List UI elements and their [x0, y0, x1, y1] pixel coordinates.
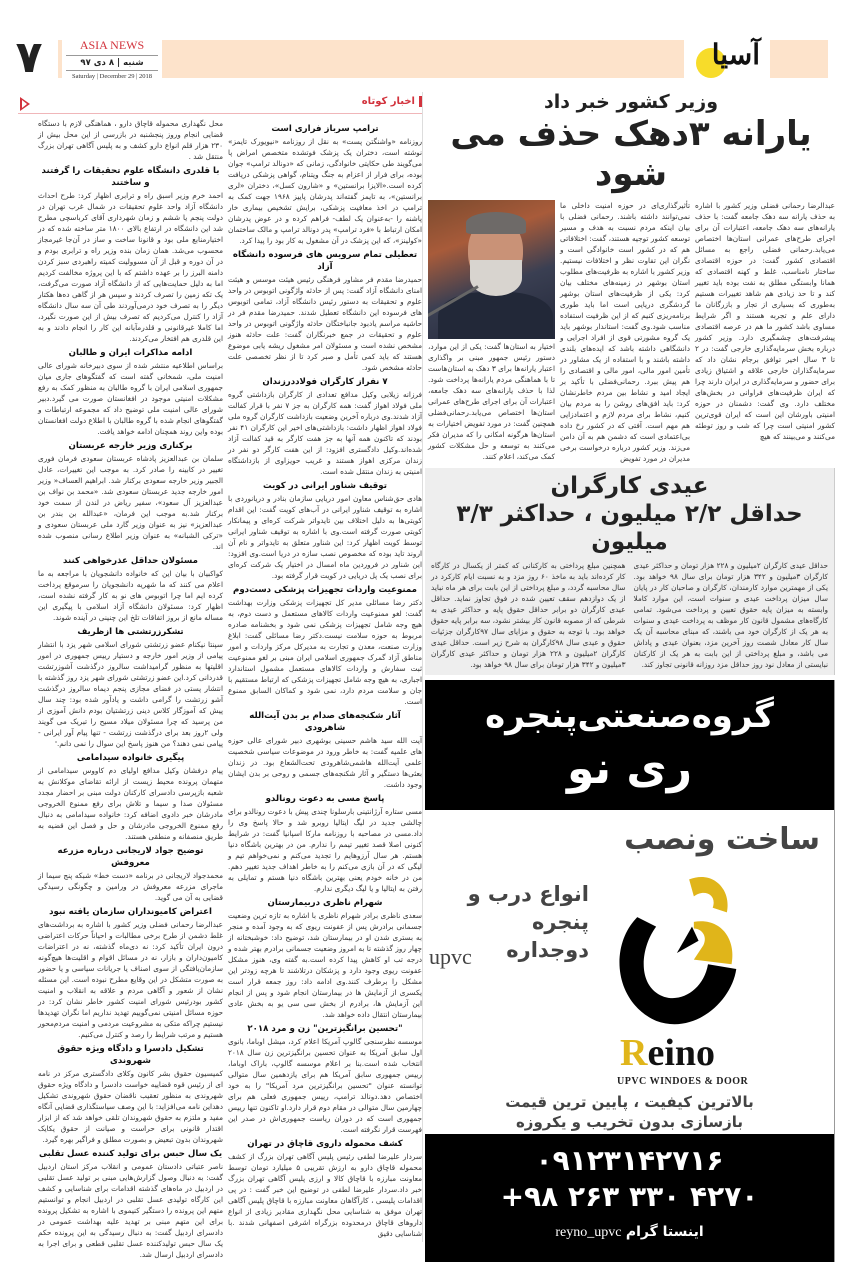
news-item-title: با قلدری دانشگاه علوم تحقیقات را گرفتند و ساختند [41, 166, 220, 188]
date-box [66, 38, 158, 80]
short-news-column-right [228, 120, 422, 1239]
logo-text: آسیا [711, 38, 760, 71]
main-story-column-middle: تأثیرگذاری‌ای در حوزه امنیت داخلی ما نمی‌توانند داشته باشند. رحمانی فضلی با بیان اینکه مردم نسبت به هدف و مسیر توسعه کشور توجیه هستند، گفت: اختلافاتی هم که در کشور است خانوادگی است و نگران این تفاوت نظر و اختلافات نیستیم. وزیر کشور با اشاره به ظرفیت‌های مطلوب استان بوشهر در زمینه‌های مختلف بیان کرد: یکی از ظرفیت‌های استان بوشهر گردشگری دریایی است اما باید طوری برنامه‌ریزی کنیم که از این ظرفیت استفاده مناسب شود.وی گفت: استاندار بوشهر باید یک گروه مشورتی قوی از افراد اجرایی و دانشگاهی داشته باشد که ایده‌های بلندی داشته باشند و با استفاده از یک مشاور در تأمین امور مالی، امور مالی و اقتصادی را هم پیش ببرد. رحمانی‌فضلی با تأکید بر ایجاد امید و نشاط بین مردم خاطرنشان کرد: باید افق‌های روشن را به مردم بیان کنیم، نشاط برای مردم لازم و اعتمادزایی هم مهم است. آفتی که در کشور رخ داده بی‌اعتمادی است که دشمن هم به آن دامن می‌زند. وزیر کشور درباره درخواست برخی مدیران در مورد تفویض [560, 201, 690, 463]
date-persian: شنبه | ۸ دی ۹۷ [66, 56, 158, 71]
news-item-text: فرزانه زیلابی وکیل مدافع تعدادی از کارگران بازداشتی گروه ملی فولاد اهواز گفت: همه کارگران به جز ۷ نفر با قرار کفالت آزاد شدند.وی درباره آخرین وضعیت بازداشت کارگران گروه ملی فولاد اهواز اظهار داشت: بازداشتی‌های اخیر این کارگران ۴۱ نفر بودند که تاکنون همه آنها به جز هفت کارگر به قید کفالت آزاد شده‌اند.وکیل دادگستری افزود: از این هفت کارگر دو نفر در زندان مرکزی اهواز هستند و غریب حویزاوی از بازداشتگاه امنیتی به زندان منتقل شده است. [228, 390, 423, 476]
short-news-label: اخبار کوتاه [362, 96, 422, 107]
minister-photo [428, 200, 555, 339]
news-item [38, 165, 223, 344]
news-item [38, 752, 223, 842]
news-item [38, 906, 223, 1040]
bonus-subtitle: حداقل ۲/۲ میلیون ، حداکثر ۳/۳ میلیون [456, 501, 803, 555]
bonus-story-box [425, 468, 835, 675]
ad-phone-landline: +۹۸ ۲۶۳ ۳۳۰ ۴۲۷۰ [500, 1180, 759, 1213]
news-item-title: کشف محموله داروی قاچاق در تهران [247, 1139, 403, 1149]
news-item-text: روزنامه «واشنگتن پست» به نقل از روزنامه «نیویورک تایمز» نوشته است، دختران یک پزشک فوتشده متخصص امراض پا می‌گویند طی حکایتی خانوادگی، زمانی که «دونالد ترامپ» جوان بوده، برای فرار از اعزام به جنگ ویتنام، گواهی پزشکی دریافت کرده است.«الایزا برانستین» و «شارون کسل»، دختران «لری برانستین»، به تایمز گفته‌اند پدرشان پاییز ۱۹۶۸ جهت کمک به ترامپ در اخذ معافیت پزشکی، برایش تشخیص بیماری خار پاشنه را -به‌عنوان یک لطف- فراهم کرده و در عوض پدرشان امکان ارتباط با «فرد ترامپ» پدر دونالد ترامپ و مالک ساختمان «کولینز»، که این پزشک در آن مشغول به کار بود را پیدا کرد. [228, 137, 422, 245]
news-item-text: سپنتا نیکنام عضو زرتشتی شورای اسلامی شهر یزد با انتشار پیامی از وزیر امور خارجه و دستیار رییس جمهوری در امور اقلیتها به منظور گرامیداشت سالروز درگذشت آشوزرتشت قدردانی کرد.این عضو زرتشتی شورای شهر یزد روز گذشته با انتشار پستی در فضای مجازی پنجم دیماه سالروز درگذشت آشو زرتشت را گرامی داشت و یادآور شده بود: چند سال پیش که آموزگار کلاس دینی زرتشتیان بودم دانش آموزی از من پرسید که چرا مسئولان میلاد مسیح را تبریک می گویند ولی ۲روز بعد برای درگذشت زرتشت - تنها پیام آور ایرانی - پیامی نمی دهند؟ من هنوز پاسخ این سوال را نمی دانم.' [38, 640, 223, 748]
news-item-title: تشکیل دادسرا و دادگاه ویژه حقوق شهروندی [57, 1044, 204, 1066]
news-item [228, 123, 422, 246]
instagram-handle: reyno_upvc [555, 1225, 622, 1240]
news-item-title: برکناری وزیر خارجه عربستان [68, 441, 193, 451]
short-news-header [18, 96, 422, 114]
ad-header [425, 680, 834, 810]
bonus-column-left: همچنین مبلغ پرداختی به کارکنانی که کمتر از یکسال در کارگاه کار کرده‌اند باید به ماخذ ۶۰ روز مزد و به نسبت ایام کارکرد در سال محاسبه گردد، و مبلغ پرداختی از این بابت برای هر ماه نباید از یک دوازدهم سقف تعیین شده در فوق تجاوز نماید. حداقل عیدی کارگران دو برابر حداقل حقوق پایه و حداکثر عیدی به شرطی که از مصوبه قانون کار بیشتر نشود، سه برابر پایه حقوق خواهد بود. با توجه به حقوق و مزایای سال ۹۷کارگران جزئیات حقوق و عیدی سال ۹۸کارگران به شرح زیر است. حداقل عیدی کارگران ۲میلیون و ۲۲۸ هزار تومان و حداکثر عیدی کارگران ۳میلیون و ۳۴۲ هزار تومان برای سال ۹۸ خواهد بود. [431, 561, 626, 669]
news-item-text: کواکبیان با بیان این که خانواده دانشجویان با مراجعه به ما اعلام می کنند که ما شهریه دانشجویان را سرموقع پرداخت کرده ایم اما چرا اتوبوس های نو به کار گرفته نشده است، اظهار کرد: مسئولان دانشگاه آزاد اسلامی با پیگیری این مساله مانع از بروز اتفاقات تلخ این چنینی در آینده شوند. [38, 569, 223, 622]
page-number-divider [58, 40, 62, 78]
news-item [38, 440, 223, 552]
ad-company-line: گروه‌صنعتی‌پنجره [485, 696, 774, 736]
column-divider [422, 92, 423, 1242]
news-item-text: محل نگهداری محموله قاچاق دارو ، هماهنگی لازم با دستگاه قضایی انجام وروز پنجشنبه در بازرسی از این محل بیش از ۲۳۰ هزار قلم انواع دارو کشف و به پلیس آگاهی تهران بزرگ منتقل شد . [38, 119, 223, 161]
ad-make-install: ساخت ونصب [624, 822, 820, 857]
news-item [38, 347, 223, 437]
news-item [228, 897, 422, 1020]
news-item-title: توضیح جواد لاریجانی درباره مزرعه معروفش [57, 846, 204, 868]
ad-phone-mobile: ۰۹۱۲۳۱۴۲۷۱۶ [535, 1144, 724, 1177]
news-item-text: سلمان بن عبدالعزیز پادشاه عربستان سعودی فرمان فوری تغییر در کابینه را صادر کرد. به موجب این تغییرات، عادل الجبیر وزیر خارجه سعودی برکنار شد. ابراهیم العساف« وزیر امور خارجه جدید عربستان سعودی شد. «محمد بن نواف بن عبدالعزیز آل سعود»، سفیر ریاض در لندن از سمت خود برکنار شد.به موجب این فرمان، «عبدالله بن بندر بن عبدالعزیز» نیز به عنوان وزیر گارد ملی عربستان سعودی و «ترکی الشبانه» به عنوان وزیر اطلاع رسانی منصوب شده اند. [38, 454, 223, 551]
news-item [38, 845, 223, 903]
news-item-text: مسی ستاره آرژانتینی بارسلونا چندی پیش با دعوت رونالدو برای چالشی جدید در لیگ ایتالیا روبرو شد و حالا پاسخ وی را داد.مسی در مصاحبه با روزنامه مارکا اسپانیا گفت: در شرایط کنونی اصلا قصد تغییر تیمم را ندارم. من در بهترین باشگاه دنیا هستم. هر سال آرزوهایم را تجدید می‌کنم و نمی‌خواهم تیم و لیگی که در آن بازی می‌کنم را به خاطر اهداف جدید تغییر دهم. من در خانه خودم یعنی بهترین باشگاه دنیا هستم و تمایلی به رفتن به ایتالیا و یا لیگ دیگری ندارم. [228, 807, 422, 893]
ad-slogan [425, 1092, 834, 1132]
news-item [38, 626, 223, 749]
news-item [228, 249, 422, 373]
news-item-title: "تحسین برانگیزترین" زن و مرد ۲۰۱۸ [247, 1024, 403, 1034]
news-item-title: اعتراض کامیونداران سازمان یافته نبود [49, 907, 212, 917]
news-item-title: ترامپ سرباز فراری است [271, 124, 379, 134]
instagram-label: اینستا گرام [625, 1224, 704, 1240]
news-item [38, 118, 223, 162]
news-item-title: توقیف شناور ایرانی در کویت [263, 481, 387, 491]
main-story-columns [425, 200, 837, 468]
news-item [228, 480, 422, 581]
news-item [38, 1148, 223, 1260]
main-story-column-left-wrap [428, 200, 555, 462]
news-item-title: پیگیری خانواده سیدامامی [76, 753, 185, 763]
news-item-text: عبدالرضا رحمانی فضلی وزیر کشور با اشاره به برداشت‌های غلط دشمن از طرح برخی مطالبات و احیاناً حرکات اعتراضی درون ایران تأکید کرد: نه دی‌ماه گذشته، نه در اعتراضات کامیون‌داران و بازار، نه در مسائل اقوام و اقلیت‌ها هیچ‌گونه سازمان‌یافتگی از سوی اصناف یا جریانات سیاسی و یا حضور به صورت متشکل در این وقایع مطرح نبوده است. این مسئله نشان از شعور و آگاهی مردم و علاقه به انقلاب و امنیت کشور بودرئیس شورای امنیت کشور خاطر نشان کرد: در حوزه مسائل امنیتی نمی‌گوییم تهدید نداریم اما نگران تهدیدها نیستیم چراکه متکی به مشروعیت مردمی و امنیت مردم‌محور هستیم و مرتب شرایط را رصد و کنترل می‌کنیم. [38, 920, 223, 1039]
bonus-title: عیدی کارگران [550, 473, 709, 499]
main-column [425, 90, 837, 1262]
ad-brand: Reino [620, 1032, 716, 1074]
news-item-text: براساس اطلاعیه منتشر شده از سوی دبیرخانه شورای عالی امنیت ملی، شمخانی گفته است که گفتگوهای جاری میان جمهوری اسلامی ایران با گروه طالبان به منظور کمک به رفع مشکلات امنیتی موجود در افغانستان صورت می گیرد.دبیر شورای عالی امنیت ملی توضیح داد که مجموعه ارتباطات و گفتگوهای انجام شده با گروه طالبان با اطلاع دولت افغانستان بوده واین روند همچنان ادامه خواهد یافت. [38, 361, 223, 436]
ad-upvc: upvc [429, 944, 472, 969]
news-item [228, 1138, 422, 1239]
asia-logo [692, 36, 764, 80]
news-item-title: آثار شکنجه‌های صدام بر بدن آیت‌الله شاهرودی [249, 711, 401, 733]
reino-logo-mark-icon [595, 870, 755, 1035]
news-item-text: حمیدرضا مقدم فر مشاور فرهنگی رئیس هیئت موسس و هیئت امنای دانشگاه آزاد گفت: پس از حادثه واژگونی اتوبوس در واحد علوم و تحقیقات به دستور رئیس دانشگاه آزاد، تمامی اتوبوس های فرسوده این دانشگاه تعطیل شدند. حمیدرضا مقدم فر در حاشیه مراسم یادبود جانباختگان حادثه واژگونی اتوبوس در واحد علوم و تحقیقات در جمع خبرنگاران گفت: علت حادثه هنوز مشخص نشده است و مسئولان امر مشغول ریشه یابی موضوع هستند که باید کمی تأمل و صبر کرد تا از نظر تخصصی علت حادثه مشخص شود. [228, 275, 422, 372]
masthead-block [770, 40, 828, 78]
main-story-column-left: اختیار به استان‌ها گفت: یکی از این موارد، دستور رئیس جمهور مبنی بر واگذاری اعتبار یارانه‌ها برای ۳ دهک به استان‌هاست تا با هماهنگی مردم یارانه‌ها پرداخت شود. لذا با حذف یارانه‌های سه دهک جامعه، اعتبارات آن برای اجرای طرح‌های عمرانی استان‌ها اختصاص می‌یابد.رحمانی‌فضلی همچنین گفت: در مورد تفویض اختیارات به استان‌ها هرگونه امکانی را که مدیران فکر می‌کنند به توسعه و حل مشکلات کشور کمک می‌کند، اعلام کنند. [428, 342, 555, 461]
ad-types-line1: انواع درب و پنجره [467, 882, 589, 934]
news-item-title: تعطیلی تمام سرویس های فرسوده دانشگاه آزاد [232, 250, 418, 272]
ad-slogan-line2: بازسازی بدون تخریب و یکروزه [515, 1113, 744, 1131]
news-item-text: آیت الله سید هاشم حسینی بوشهری دبیر شورای عالی حوزه های علمیه گفت: به خاطر ورود در موضوعات سیاسی شخصیت علمی آیت‌الله هاشمی‌شاهرودی تحت‌الشعاع بود. در زندان بعثی‌ها دستگیر و آثار شکنجه‌های جسمی و روحی بر بدن ایشان وجود داشت. [228, 736, 422, 789]
news-item [38, 555, 223, 623]
news-item-text: سردار علیرضا لطفی رئیس پلیس آگاهی تهران بزرگ از کشف محموله قاچاق دارو به ارزش تقریبی ۵ میلیارد تومان توسط معاونت مبارزه با قاچاق کالا و ارزی پلیس آگاهی تهران بزرگ خبر داد.سردار علیرضا لطفی در توضیح این خبر گفت : در پی اقدامات پلیسی ، کارآگاهان معاونت مبارزه با قاچاق پلیس آگاهی تهران موفق به شناسایی محل نگهداری مقادیر زیادی از انواع داروهای قاچاق درمحدوده بزرگراه اشرفی اصفهانی شدند .با شناسایی دقیق [228, 1152, 422, 1238]
news-item-text: کمیسیون حقوق بشر کانون وکلای دادگستری مرکز در نامه ای از رئیس قوه قضاییه خواست دادسرا و دادگاه ویژه حقوق شهروندی به منظور تعقیب ناقضان حقوق شهروندی تشکیل دهداین نامه می‌افزاید: با این وصف سیاستگذاری قضایی آنگاه مفید و ملتزم به حقوق شهروندان تلقی خواهد شد که از ابزار اقتدار قانونی برای حراست و صیانت از حقوق یکایک شهروندان بدون تبعیض و بصورت مطلق و فراگیر بهره گیرد. [38, 1069, 223, 1144]
news-item-title: ادامه مذاکرات ایران و طالبان [68, 348, 193, 358]
ad-types-line2: دوجداره [506, 938, 589, 962]
page-number: ۷ [15, 32, 43, 83]
ad-instagram [425, 1222, 834, 1243]
news-item-title: ۷ نفراز کارگران فولاددرزندان [262, 377, 388, 387]
news-item [228, 376, 422, 477]
news-item-text: سعدی ناظری برادر شهرام ناظری با اشاره به تازه ترین وضعیت جسمانی برادرش پس از عفونت ریوی که به وجود آمده و منجر به بستری شدن او در بیمارستان شد، توضیح داد: خوشبختانه از چهار روز گذشته تا به امروز وضعیت جسمانی برادرم بهتر شده و درجه تب او کاهش پیدا کرده است.به گفته وی، هنوز مشکل عفونت ریوی وجود دارد و پزشکان درتلاشند تا هرچه زودتر این مشکل را برطرف کنند.وی ادامه داد: روز جمعه قرار است یکسری از آزمایش ها در بیمارستان انجام شود و پس از انجام این آزمایش ها، برادرم از بخش سی سی یو به بخش عادی بیمارستان انتقال داده خواهد شد. [228, 911, 422, 1019]
news-item [38, 1043, 223, 1145]
main-kicker: وزیر کشور خبر داد [543, 91, 719, 113]
news-item-title: تشکرزرتشتی ها ازظریف [77, 627, 184, 637]
news-item [228, 793, 422, 894]
news-item [228, 584, 422, 707]
reino-advertisement [425, 680, 835, 1262]
ad-slogan-line1: بالاترین کیفیت ، پایین ترین قیمت [505, 1093, 754, 1111]
bonus-column-right: حداقل عیدی کارگران ۲میلیون و ۲۲۸ هزار تومان و حداکثر عیدی کارگران ۳میلیون و ۳۴۲ هزار تومان برای سال ۹۸ خواهد بود. یکی از مهمترین موارد کارمندان، کارگران و صاحبان کار در پایان سال میزان پرداخت عیدی و سنوات است، این موارد کاملا وابسته به میزان پایه حقوق تعیین و پرداخت می‌شود. تمامی کارگاه‌های مشمول قانون کار موظف به پرداخت عیدی و سنوات به هر یک از کارگران خود می باشند، که مبنای محاسبه آن یک سال کار معادل شصت روز آخرین مزد، بعنوان عیدی و پاداش می باشد، و مبلغ پرداختی از این بابت به هر یک از کارکنان نبایستی از معادل نود روز حداقل مزد روزانه قانونی تجاوز کند. [633, 561, 828, 669]
news-item-text: محمدجواد لاریجانی در برنامه «دست خط» شبکه پنج سیما از ماجرای مزرعه معروفش در ورامین و چگونگی رسیدگی قضایی به آن می گوید. [38, 871, 223, 902]
news-item-title: یک سال حبس برای تولید کننده عسل تقلبی [38, 1149, 223, 1159]
play-triangle-icon [20, 97, 30, 111]
news-item-text: دکتر رضا مسائلی مدیر کل تجهیزات پزشکی وزارت بهداشت گفت: لغو ممنوعیت واردات کالاهای مستعمل و دست دوم، به هیچ وجه شامل تجهیزات پزشکی نمی شود و بخشنامه صادره مربوط به حوزه سلامت نیست.دکتر رضا مسائلی گفت: ابلاغ وزارت صنعت، معدن و تجارت به مدیرکل مرکز واردات و امور مناطق آزاد گمرک جمهوری اسلامی ایران مبنی بر لغو ممنوعیت ثبت سفارش و واردات کالاهای مستعمل مشمول استاندارد اجباری، به هیچ وجه شامل تجهیزات پزشکی که ارتباط مستقیم با جان و سلامت مردم دارد، نمی شود و کماکان السابق ممنوع است. [228, 598, 422, 706]
short-news-column-left [38, 118, 223, 1260]
news-item [228, 1023, 422, 1135]
ad-brand-sub: UPVC WINDOES & DOOR [617, 1076, 749, 1087]
ad-company-name: ری نو [566, 743, 693, 794]
masthead-band [162, 40, 684, 78]
news-item-text: ناصر عتباتی دادستان عمومی و انقلاب مرکز استان اردبیل گفت: به دنبال وصول گزارش‌هایی مبنی بر تولید عسل تقلبی در اردبیل در ماه‌های گذشته اقدامات برای شناسایی و کشف این کارگاه تولیدی عسل تقلبی در اردبیل انجام و توانستیم متهم این پرونده را دستگیر کنیموی با اشاره به تشکیل پرونده برای این متهم مبنی بر تهدید علیه بهداشت عمومی در دادسرای اردبیل گفت: به دنبال رسیدگی به این پرونده حکم یک سال حبس تولیدکننده عسل تقلبی قطعی و برای اجرا به دادسرای اردبیل ارسال شد. [38, 1162, 223, 1259]
news-item-title: شهرام ناظری دربیمارستان [267, 898, 383, 908]
news-item-title: پاسخ مسی به دعوت رونالدو [265, 794, 385, 804]
paper-name-en: ASIA NEWS [66, 38, 158, 56]
news-item-text: موسسه نظرسنجی گالوپ آمریکا اعلام کرد، میشل اوباما، بانوی اول سابق آمریکا به عنوان تحسین برانگیزترین زن سال ۲۰۱۸ انتخاب شده است.بنا بر اعلام موسسه گالوپ، باراک اوباما، رییس جمهوری سابق آمریکا هم برای یازدهمین سال متوالی توانسته عنوان "تحسین برانگیزترین مرد آمریکا" را به خود اختصاص دهد.دونالد ترامپ، رییس جمهوری فعلی هم برای چهارمین سال متوالی در مقام دوم قرار دارد.او تاکنون تنها رییس جمهوری است که در دوران ریاست جمهوری‌اش در صدر این فهرست قرار نگرفته است. [228, 1037, 422, 1134]
main-story-column-right: عبدالرضا رحمانی فضلی وزیر کشور با اشاره به حذف یارانه سه دهک جامعه گفت: با حذف یارانه‌های سه دهک جامعه، اعتبارات آن برای اجرای طرح‌های عمرانی استان‌ها اختصاص می‌یابد.رحمانی فضلی راجع به مسائل اقتصادی کشور گفت: در حوزه اقتصادی ساختار نامناسب، غلط و کهنه اقتصادی که همانا وابستگی مطلق به نفت بوده باید تغییر کند و تا حد زیادی هم شاهد تغییرات هستیم به‌طوری که بسیاری از تجار و بازرگانان ما دارای علم و تجربه هستند و اگر شرایط مساوی باشد کشور ما هم در عرصه اقتصادی پیشرفت‌های چشمگیری دارد. وزیر کشور درباره بخش سرمایه‌گذاری خارجی گفت: در ۲ تا ۳ سال اخیر توافق برجام نشان داد که سرمایه‌گذاران خارجی علاقه و اشتیاق زیادی برای حضور و سرمایه‌گذاری در ایران دارند چرا که ایران ظرفیت‌های فراوانی در بخش‌های مختلف دارد. وی گفت: دشمنان در حوزه امنیتی باورشان این است که ایران قوی‌ترین کشور امنیتی است چرا که شب و روز توطئه می‌کنند و می‌بینند که هیچ [695, 201, 835, 441]
ad-contact [425, 1134, 834, 1262]
news-item-title: مسئولان حداقل عذرخواهی کنند [62, 556, 198, 566]
news-item [228, 710, 422, 790]
news-item-text: پیام درفشان وکیل مدافع اولیای دم کاووس سیدامامی از متهمان پرونده محیط زیست از ارائه تقاضای موکلانش به شعبه بازپرسی دادسرای کارکنان دولت مبنی بر احضار مجدد مسئولان صدا و سیما و تلاش برای رفع ممنوع الخروجی مادرشان خبر دادوی اضافه کرد: خانواده سیدامامی به دنبال رفع ممنوع الخروجی مادرشان و حل و فصل این قضیه به طریق منصفانه و منطقی هستند. [38, 766, 223, 841]
news-item-text: احمد خرم وزیر اسبق راه و ترابری اظهار کرد: طرح احداث دانشگاه آزاد واحد علوم تحقیقات در شمال غرب تهران در دولت پنجم یا ششم و زمان شهرداری آقای کرباسچی مطرح شد این دانشگاه در ارتفاع بالای ۱۸۰۰ متر ساخته شده که در اختیارمنابع ملی بود و قانونا ساخت و ساز در آن‌جا غیرمجاز محسوب می‌شد. همان زمان بنده وزیر راه و ترابری بودم و در آن دوره و قبل از آن مسوولیت کمیته راهبردی سبز کردن دامنه البرز را بر عهده داشتم که با این پروژه مخالفت کردیم اما به دلیل حمایت‌هایی که از دانشگاه آزاد صورت می‌گرفت، یک تکه زمین را تصرف کردند و سپس هر از گاهی ده‌ها هکتار دیگر را به تصرف خود درمی‌آوردند طی آن سه سال دانشگاه آزاد را کنترل می‌کردیم که تصرف بیش از این صورت نگیرد، اما کاملا غیرقانونی و قلدرمآبانه این کار را انجام دادند و به این قلدری هم افتخار می‌کردند. [38, 191, 223, 343]
news-item-text: هادی حق‌شناس معاون امور دریایی سازمان بنادر و دریانوردی با اشاره به توقیف شناور ایرانی در آب‌های کویت گفت: این اقدام کویتی‌ها به دلیل اختلاف بین تایدواتر شرکت کره‌ای و پیمانکار کویتی صورت گرفته است.وی با اشاره به توقیف شناور ایرانی توسط کویت اظهار کرد: این شناور متعلق به تایدواتر و نام آن اروند تاید بوده که مخصوص نصب سازه در دریا است.وی افزود: این شناور در فروردین ماه امسال در اختیار یک شرکت کره‌ای برای نصب یک پل دریایی در کویت قرار گرفته بود. [228, 494, 422, 580]
date-english: Saturday | December 29 | 2018 [71, 73, 153, 80]
main-headline: یارانه ۳دهک حذف می شود [450, 114, 812, 194]
news-item-title: ممنوعیت واردات تجهیزات پزشکی دست‌دوم [233, 585, 417, 595]
